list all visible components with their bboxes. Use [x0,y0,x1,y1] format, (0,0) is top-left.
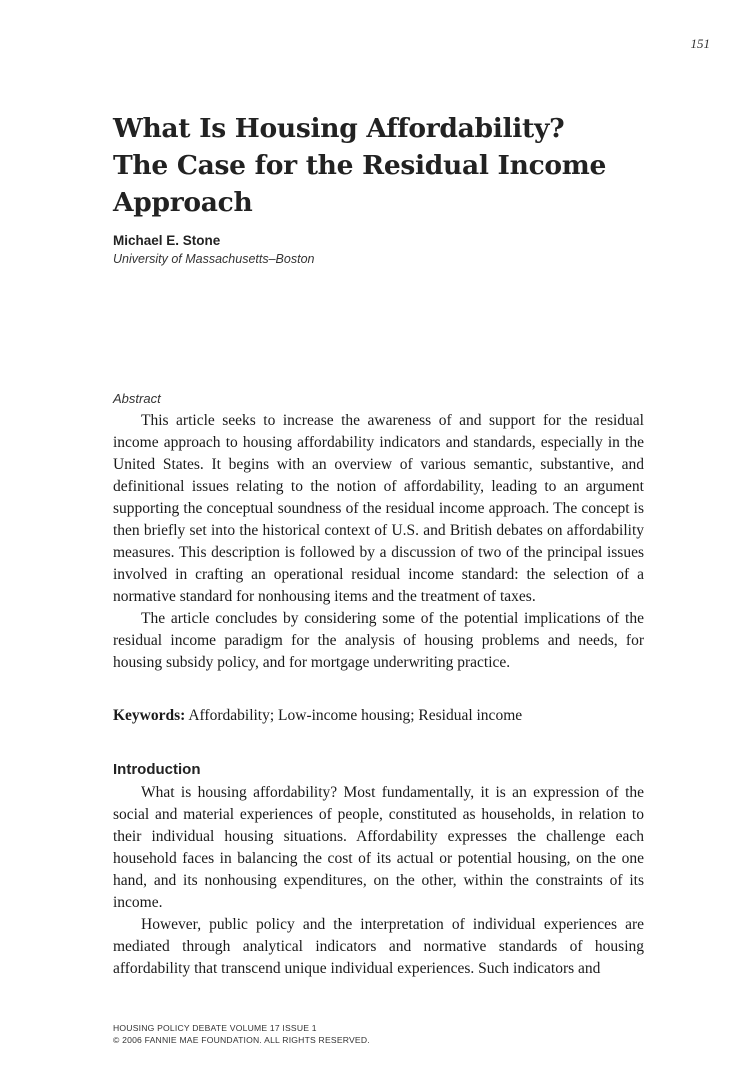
abstract-paragraph: This article seeks to increase the awareness of and support for the residual income approach to housing affordability indicators and standards, especially in the United States. It begins with an overview of various semantic, substantive, and definitional issues relating to the notion of affordability, leading to an argument supporting the conceptual soundness of the residual income approach. The concept is then briefly set into the historical context of U.S. and British debates on affordability measures. This description is followed by a discussion of two of the principal issues involved in crafting an operational residual income standard: the selection of a normative standard for nonhousing items and the treatment of taxes. [113,412,644,605]
author-name: Michael E. Stone [113,233,221,248]
keywords-label: Keywords: [113,707,186,724]
abstract-label: Abstract [113,391,161,406]
title-line: Approach [113,187,253,218]
keywords [113,705,644,727]
section-heading-introduction: Introduction [113,761,201,778]
introduction-body [113,782,644,980]
article-title [113,110,673,221]
abstract-paragraph: The article concludes by considering some of the potential implications of the residual income paradigm for the analysis of housing problems and needs, for housing subsidy policy, and for mortgage underwriting practice. [113,610,644,671]
introduction-paragraph: However, public policy and the interpretation of individual experiences are mediated through analytical indicators and normative standards of housing affordability that transcend unique individual experiences. Such indicators and [113,916,644,977]
journal-footer [113,1023,370,1046]
title-line: The Case for the Residual Income [113,150,607,181]
introduction-paragraph: What is housing affordability? Most fundamentally, it is an expression of the social and material experiences of people, constituted as households, in relation to their individual housing situations. Affordability expresses the challenge each household faces in balancing the cost of its actual or potential housing, on the one hand, and its nonhousing expenditures, on the other, within the constraints of its income. [113,784,644,911]
title-line: What Is Housing Affordability? [113,113,565,144]
author-affiliation: University of Massachusetts–Boston [113,252,315,266]
footer-journal-info: HOUSING POLICY DEBATE VOLUME 17 ISSUE 1 [113,1023,317,1033]
keywords-text: Affordability; Low-income housing; Residual income [188,707,523,724]
footer-copyright: © 2006 FANNIE MAE FOUNDATION. ALL RIGHTS RESERVED. [113,1034,370,1045]
abstract-body [113,410,644,674]
page-number: 151 [690,36,710,51]
